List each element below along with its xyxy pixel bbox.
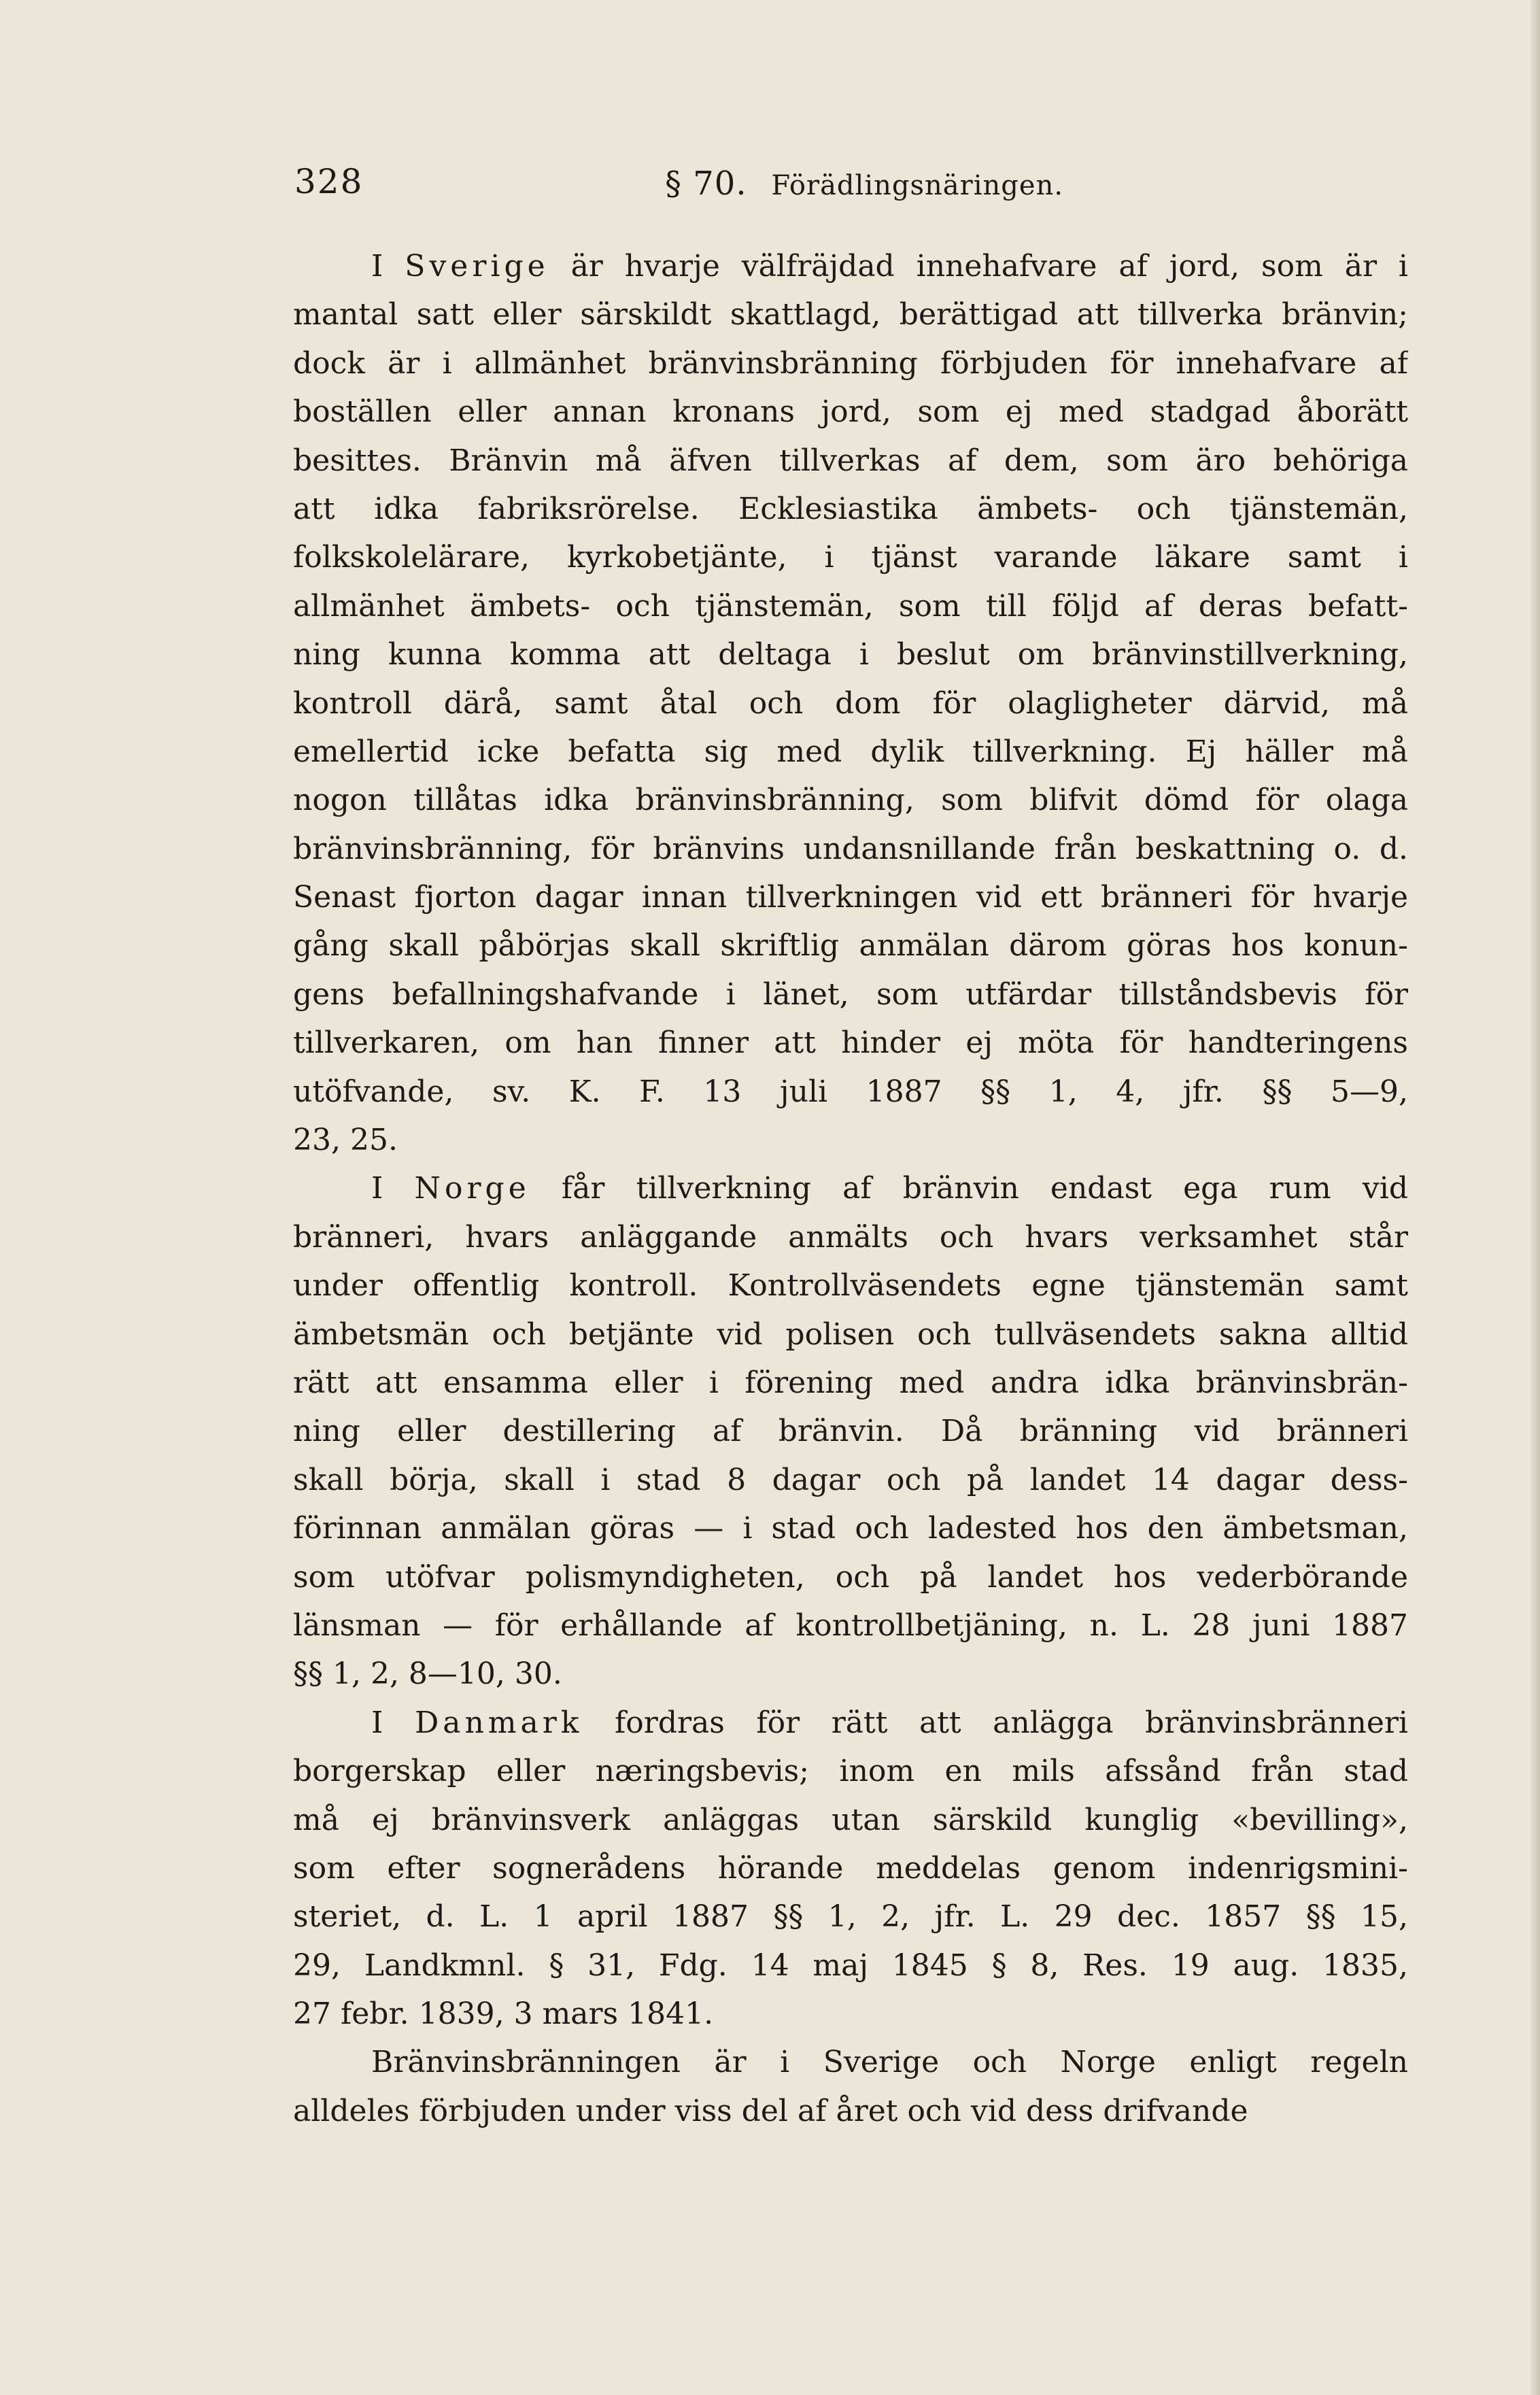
- text-line: bränneri, hvars anläggande anmälts och hvars verksamhet står: [293, 1219, 1408, 1255]
- text-line: skall börja, skall i stad 8 dagar och på landet 14 dagar dess-: [293, 1462, 1408, 1497]
- text-line: boställen eller annan kronans jord, som ej med stadgad åborätt: [293, 394, 1408, 430]
- text-line: Bränvinsbränningen är i Sverige och Norge enligt regeln: [371, 2045, 1408, 2080]
- text-line: I Sverige är hvarje välfräjdad innehafvare af jord, som är i: [371, 249, 1408, 284]
- country-name: Danmark: [414, 1705, 583, 1740]
- page-header: [0, 162, 1540, 216]
- text-line: ämbetsmän och betjänte vid polisen och tullväsendets sakna alltid: [293, 1317, 1408, 1352]
- section-title: Förädlingsnäringen.: [771, 170, 1064, 201]
- paragraph: [293, 2038, 1408, 2135]
- text-line: I Danmark fordras för rätt att anlägga bränvinsbränneri: [371, 1705, 1408, 1740]
- paragraph: [293, 1164, 1408, 1698]
- text-line: alldeles förbjuden under viss del af året och vid dess drifvande: [293, 2093, 1248, 2128]
- text-line: under offentlig kontroll. Kontrollväsendets egne tjänstemän samt: [293, 1268, 1408, 1304]
- text-line: gens befallningshafvande i länet, som utfärdar tillståndsbevis för: [293, 976, 1408, 1012]
- text-line: som utöfvar polismyndigheten, och på landet hos vederbörande: [293, 1559, 1408, 1595]
- paragraph: [293, 242, 1408, 1164]
- paragraph: [293, 1699, 1408, 2039]
- text-line: länsman — för erhållande af kontrollbetjäning, n. L. 28 juni 1887: [293, 1608, 1408, 1643]
- text-line: §§ 1, 2, 8—10, 30.: [293, 1657, 562, 1692]
- text-line: som efter sognerådens hörande meddelas genom indenrigsmini-: [293, 1850, 1408, 1886]
- text-line: nogon tillåtas idka bränvinsbränning, som blifvit dömd för olaga: [293, 783, 1408, 818]
- country-name: Sverige: [405, 249, 549, 284]
- text-line: gång skall påbörjas skall skriftlig anmälan därom göras hos konun-: [293, 928, 1408, 964]
- text-line: 29, Landkmnl. § 31, Fdg. 14 maj 1845 § 8, Res. 19 aug. 1835,: [293, 1948, 1408, 1983]
- page-edge-shadow: [1530, 0, 1540, 2395]
- text-line: förinnan anmälan göras — i stad och ladested hos den ämbetsman,: [293, 1511, 1408, 1546]
- text-line: ning eller destillering af bränvin. Då bränning vid bränneri: [293, 1414, 1408, 1449]
- text-line: emellertid icke befatta sig med dylik tillverkning. Ej häller må: [293, 734, 1408, 769]
- text-line: borgerskap eller næringsbevis; inom en mils afssånd från stad: [293, 1754, 1408, 1789]
- text-line: besittes. Bränvin må äfven tillverkas af dem, som äro behöriga: [293, 443, 1408, 478]
- text-line: bränvinsbränning, för bränvins undansnillande från beskattning o. d.: [293, 831, 1408, 866]
- text-line: folkskolelärare, kyrkobetjänte, i tjänst varande läkare samt i: [293, 540, 1408, 575]
- text-line: tillverkaren, om han finner att hinder ej möta för handteringens: [293, 1025, 1408, 1061]
- text-line: 27 febr. 1839, 3 mars 1841.: [293, 1997, 714, 2032]
- text-line: ning kunna komma att deltaga i beslut om bränvinstillverkning,: [293, 637, 1408, 673]
- country-name: Norge: [414, 1171, 530, 1206]
- text-line: steriet, d. L. 1 april 1887 §§ 1, 2, jfr. L. 29 dec. 1857 §§ 15,: [293, 1899, 1408, 1935]
- text-line: utöfvande, sv. K. F. 13 juli 1887 §§ 1, 4, jfr. §§ 5—9,: [293, 1074, 1408, 1109]
- running-head: [665, 165, 1063, 203]
- text-line: 23, 25.: [293, 1123, 398, 1158]
- section-number: § 70.: [665, 165, 747, 203]
- text-line: dock är i allmänhet bränvinsbränning förbjuden för innehafvare af: [293, 345, 1408, 381]
- page-number: 328: [294, 162, 364, 201]
- body-text: [293, 242, 1408, 2135]
- text-line: kontroll därå, samt åtal och dom för olagligheter därvid, må: [293, 685, 1408, 721]
- text-line: rätt att ensamma eller i förening med andra idka bränvinsbrän-: [293, 1365, 1408, 1400]
- text-line: mantal satt eller särskildt skattlagd, berättigad att tillverka bränvin;: [293, 297, 1408, 333]
- text-line: må ej bränvinsverk anläggas utan särskild kunglig «bevilling»,: [293, 1802, 1408, 1837]
- text-line: Senast fjorton dagar innan tillverkningen vid ett bränneri för hvarje: [293, 880, 1408, 915]
- text-line: allmänhet ämbets- och tjänstemän, som till följd af deras befatt-: [293, 588, 1408, 624]
- text-line: I Norge får tillverkning af bränvin endast ega rum vid: [371, 1171, 1408, 1206]
- text-line: att idka fabriksrörelse. Ecklesiastika ämbets- och tjänstemän,: [293, 491, 1408, 526]
